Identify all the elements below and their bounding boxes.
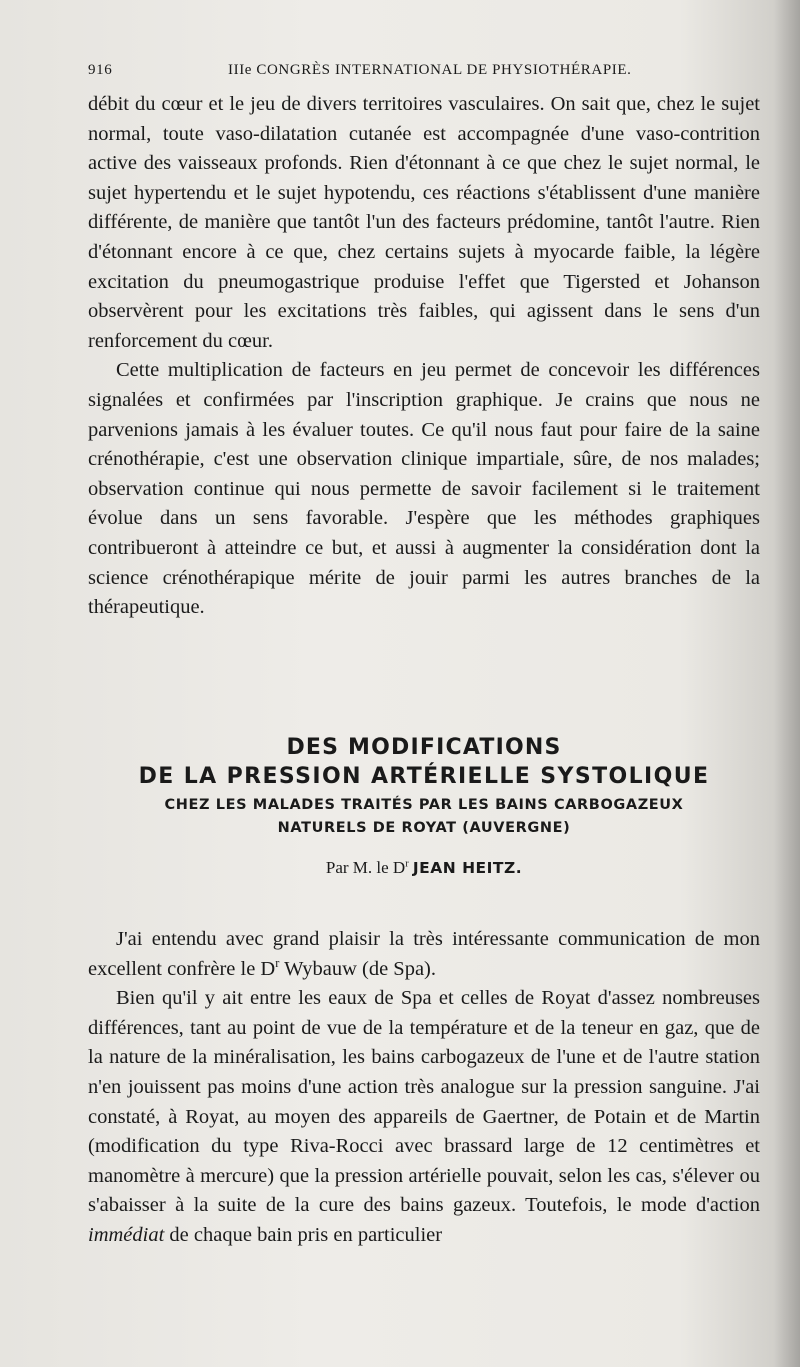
text-run: J'ai entendu avec grand plaisir la très intéressante communication de mon excellent confrère le D bbox=[88, 928, 760, 980]
page-edge-shadow bbox=[774, 0, 800, 1367]
paragraph bbox=[88, 925, 760, 984]
author-name: JEAN HEITZ. bbox=[412, 859, 523, 877]
text-run: Bien qu'il y ait entre les eaux de Spa et celles de Royat d'assez nombreuses différences, tant au point de vue de la température et de la teneur en gaz, que de la nature de la minéralisation, les bains carbogazeux de l'une et de l'autre station n'en jouissent pas moins d'une action très analogue sur la pression sanguine. J'ai constaté, à Royat, au moyen des appareils de Gaertner, de Potain et de Martin (modification du type Riva-Rocci avec brassard large de 12 centimètres et manomètre à mercure) que la pression artérielle pouvait, selon les cas, s'élever ou s'abaisser à la suite de la cure des bains gazeux. Toutefois, le mode d'action bbox=[88, 987, 760, 1217]
article-subtitle-line-2: NATURELS DE ROYAT (AUVERGNE) bbox=[277, 820, 571, 836]
italic-term: immédiat bbox=[88, 1223, 165, 1246]
paragraph-continued: débit du cœur et le jeu de divers territoires vasculaires. On sait que, chez le sujet normal, toute vaso-dilatation cutanée est accompagnée d'une vaso-contrition active des vaisseaux profonds. Rien d'étonnant à ce que chez le sujet normal, le sujet hypertendu et le sujet hypotendu, ces réactions s'établissent d'une manière différente, de manière que tantôt l'un des facteurs prédomine, tantôt l'autre. Rien d'étonnant encore à ce que, chez certains sujets à myocarde faible, la légère excitation du pneumogastrique produise l'effet que Tigersted et Johanson observèrent pour les excitations très faibles, qui agissent dans le sens d'un renforcement du cœur. bbox=[88, 93, 760, 352]
article-subtitle-line-1: CHEZ LES MALADES TRAITÉS PAR LES BAINS CARBOGAZEUX bbox=[164, 797, 684, 813]
byline-prefix: Par M. le D bbox=[325, 858, 406, 877]
continued-text-block bbox=[88, 90, 760, 623]
article-title-line-1: DES MODIFICATIONS bbox=[286, 735, 562, 760]
author-byline bbox=[88, 858, 760, 878]
page-number: 916 bbox=[88, 62, 113, 78]
paragraph bbox=[88, 984, 760, 1250]
paragraph: Cette multiplication de facteurs en jeu permet de concevoir les différences signalées et confirmées par l'inscription graphique. Je crains que nous ne parvenions jamais à les évaluer toutes. Ce qu'il nous faut pour faire de la saine crénothérapie, c'est une observation clinique impartiale, sûre, de nos malades; observation continue qui nous permette de savoir facilement si le traitement évolue dans un sens favorable. J'espère que les méthodes graphiques contribueront à atteindre ce but, et aussi à augmenter la considération dont la science crénothérapique mérite de jouir parmi les autres branches de la thérapeutique. bbox=[88, 359, 760, 619]
byline-sup: r bbox=[405, 858, 409, 870]
article-text-block bbox=[88, 925, 760, 1251]
text-run: de chaque bain pris en particulier bbox=[164, 1223, 443, 1246]
text-sup: r bbox=[275, 955, 280, 970]
article-title-line-2: DE LA PRESSION ARTÉRIELLE SYSTOLIQUE bbox=[138, 764, 710, 789]
text-run: Wybauw (de Spa). bbox=[279, 957, 436, 980]
running-title: IIIe CONGRÈS INTERNATIONAL DE PHYSIOTHÉRAPIE. bbox=[228, 62, 632, 78]
